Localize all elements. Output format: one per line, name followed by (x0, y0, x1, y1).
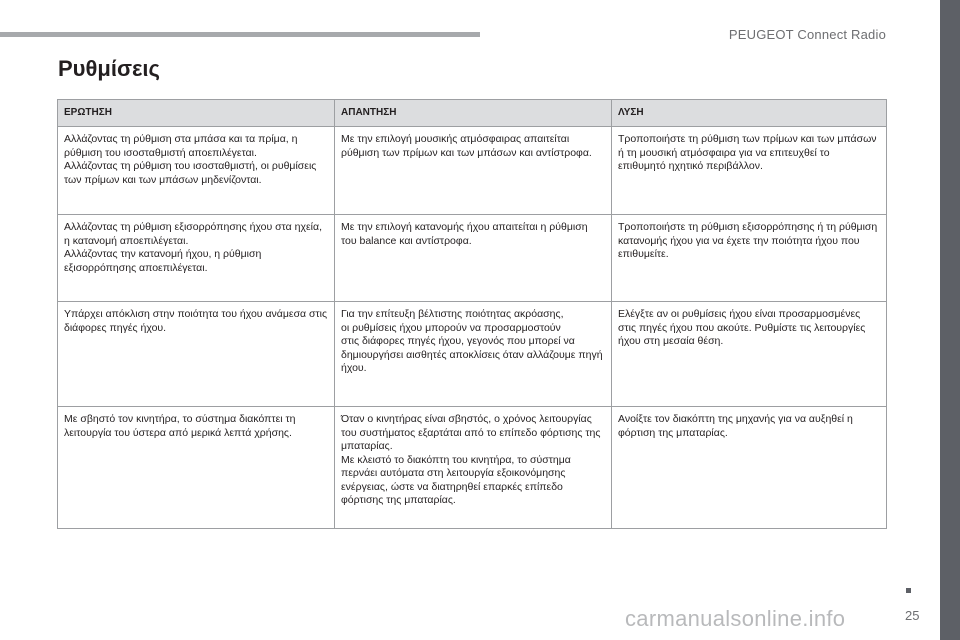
question-cell: Με σβηστό τον κινητήρα, το σύστημα διακόπτει τη λειτουργία του ύστερα από μερικά λεπτά χρήσης. (58, 407, 335, 529)
page-number: 25 (905, 608, 920, 623)
solution-cell: Ανοίξτε τον διακόπτη της μηχανής για να αυξηθεί η φόρτιση της μπαταρίας. (612, 407, 887, 529)
question-cell: Υπάρχει απόκλιση στην ποιότητα του ήχου ανάμεσα στις διάφορες πηγές ήχου. (58, 302, 335, 407)
header-rule (0, 32, 480, 37)
answer-cell: Όταν ο κινητήρας είναι σβηστός, ο χρόνος λειτουργίας του συστήματος εξαρτάται από το επίπεδο φόρτισης της μπαταρίας. Με κλειστό το διακόπτη του κινητήρα, το σύστημα περνάει αυτόματα στη λειτουργία εξοικονόμησης ενέργειας, ώστε να διατηρηθεί επαρκές επίπεδο φόρτισης της μπαταρίας. (335, 407, 612, 529)
column-header-question: ΕΡΩΤΗΣΗ (58, 100, 335, 127)
watermark: carmanualsonline.info (625, 606, 846, 631)
table-row (58, 127, 887, 215)
page-marker (906, 588, 911, 593)
faq-table (57, 99, 887, 529)
page-title: Ρυθμίσεις (58, 56, 160, 81)
table-row (58, 407, 887, 529)
column-header-answer: ΑΠΑΝΤΗΣΗ (335, 100, 612, 127)
table-row (58, 302, 887, 407)
table-header-row (58, 100, 887, 127)
solution-cell: Τροποποιήστε τη ρύθμιση των πρίμων και των μπάσων ή τη μουσική ατμόσφαιρα για να επιτευχθεί το επιθυμητό ηχητικό περιβάλλον. (612, 127, 887, 215)
question-cell: Αλλάζοντας τη ρύθμιση στα μπάσα και τα πρίμα, η ρύθμιση του ισοσταθμιστή αποεπιλέγεται. Αλλάζοντας τη ρύθμιση του ισοσταθμιστή, οι ρυθμίσεις των πρίμων και των μπάσων μηδενίζονται. (58, 127, 335, 215)
header-brand: PEUGEOT Connect Radio (728, 27, 886, 42)
answer-cell: Με την επιλογή κατανομής ήχου απαιτείται η ρύθμιση του balance και αντίστροφα. (335, 215, 612, 302)
side-band (940, 0, 960, 640)
answer-cell: Για την επίτευξη βέλτιστης ποιότητας ακρόασης, οι ρυθμίσεις ήχου μπορούν να προσαρμοστούν στις διάφορες πηγές ήχου, γεγονός που μπορεί να δημιουργήσει αισθητές αποκλίσεις όταν αλλάζουμε πηγή ήχου. (335, 302, 612, 407)
table-row (58, 215, 887, 302)
column-header-solution: ΛΥΣΗ (612, 100, 887, 127)
solution-cell: Τροποποιήστε τη ρύθμιση εξισορρόπησης ή τη ρύθμιση κατανομής ήχου για να έχετε την ποιότητα ήχου που επιθυμείτε. (612, 215, 887, 302)
question-cell: Αλλάζοντας τη ρύθμιση εξισορρόπησης ήχου στα ηχεία, η κατανομή αποεπιλέγεται. Αλλάζοντας την κατανομή ήχου, η ρύθμιση εξισορρόπησης αποεπιλέγεται. (58, 215, 335, 302)
answer-cell: Με την επιλογή μουσικής ατμόσφαιρας απαιτείται ρύθμιση των πρίμων και των μπάσων και αντίστροφα. (335, 127, 612, 215)
solution-cell: Ελέγξτε αν οι ρυθμίσεις ήχου είναι προσαρμοσμένες στις πηγές ήχου που ακούτε. Ρυθμίστε τις λειτουργίες ήχου στη μεσαία θέση. (612, 302, 887, 407)
